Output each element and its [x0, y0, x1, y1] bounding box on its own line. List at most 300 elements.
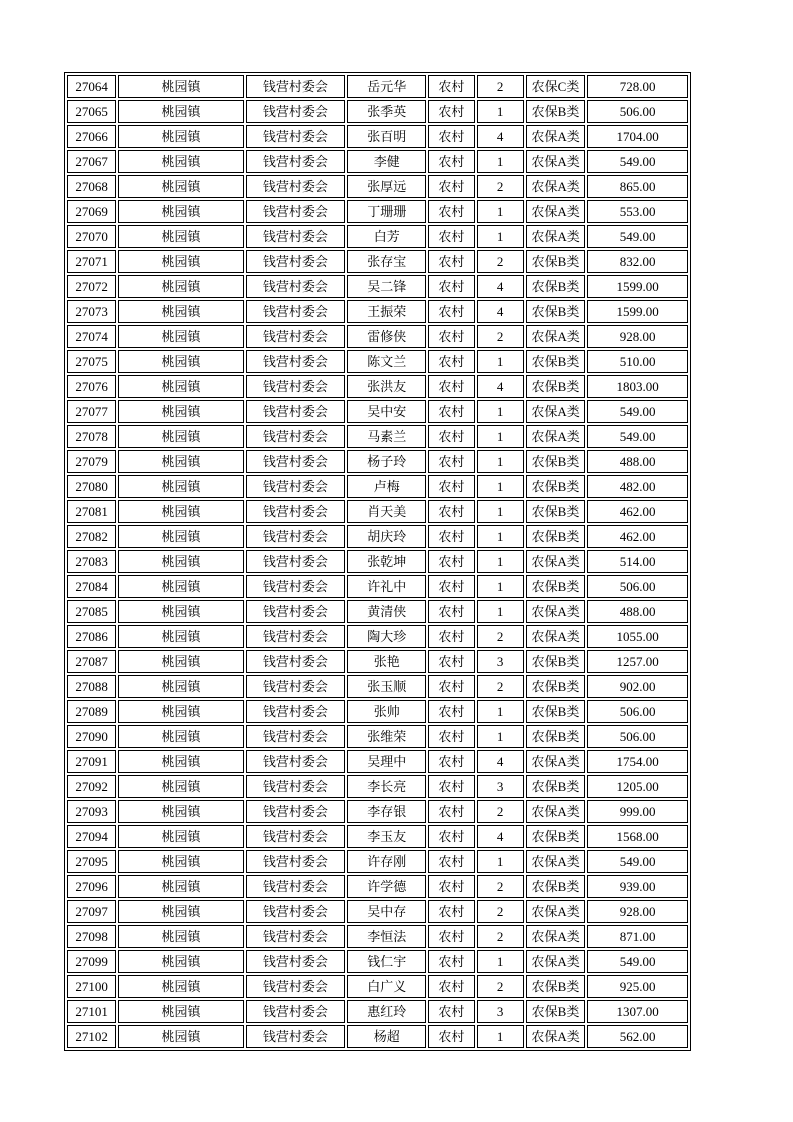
- cell-residence-type: 农村: [428, 1025, 474, 1048]
- table-row: [67, 575, 688, 598]
- cell-residence-type: 农村: [428, 675, 474, 698]
- table-row: [67, 625, 688, 648]
- cell-residence-type: 农村: [428, 250, 474, 273]
- table-row: [67, 700, 688, 723]
- cell-insurance-category: 农保B类: [526, 825, 586, 848]
- cell-record-id: 27064: [67, 75, 116, 98]
- table-row: [67, 475, 688, 498]
- cell-person-name: 李玉友: [347, 825, 426, 848]
- cell-town: 桃园镇: [118, 225, 243, 248]
- cell-record-id: 27080: [67, 475, 116, 498]
- cell-person-name: 李存银: [347, 800, 426, 823]
- table-row: [67, 100, 688, 123]
- cell-amount: 506.00: [587, 725, 688, 748]
- cell-amount: 928.00: [587, 900, 688, 923]
- cell-town: 桃园镇: [118, 400, 243, 423]
- table-body: [67, 75, 688, 1048]
- cell-record-id: 27078: [67, 425, 116, 448]
- cell-town: 桃园镇: [118, 500, 243, 523]
- cell-residence-type: 农村: [428, 125, 474, 148]
- cell-person-name: 张厚远: [347, 175, 426, 198]
- cell-record-id: 27094: [67, 825, 116, 848]
- table-row: [67, 250, 688, 273]
- cell-person-name: 杨子玲: [347, 450, 426, 473]
- cell-person-name: 肖天美: [347, 500, 426, 523]
- cell-town: 桃园镇: [118, 375, 243, 398]
- cell-amount: 1803.00: [587, 375, 688, 398]
- cell-person-count: 3: [477, 650, 524, 673]
- cell-town: 桃园镇: [118, 650, 243, 673]
- cell-residence-type: 农村: [428, 175, 474, 198]
- cell-village-committee: 钱营村委会: [246, 575, 346, 598]
- cell-residence-type: 农村: [428, 600, 474, 623]
- cell-village-committee: 钱营村委会: [246, 425, 346, 448]
- cell-village-committee: 钱营村委会: [246, 675, 346, 698]
- table-row: [67, 950, 688, 973]
- cell-amount: 999.00: [587, 800, 688, 823]
- table-row: [67, 750, 688, 773]
- cell-town: 桃园镇: [118, 625, 243, 648]
- table-row: [67, 600, 688, 623]
- cell-insurance-category: 农保B类: [526, 650, 586, 673]
- cell-person-name: 张维荣: [347, 725, 426, 748]
- cell-insurance-category: 农保B类: [526, 675, 586, 698]
- cell-record-id: 27086: [67, 625, 116, 648]
- table-row: [67, 450, 688, 473]
- cell-town: 桃园镇: [118, 450, 243, 473]
- cell-town: 桃园镇: [118, 725, 243, 748]
- cell-town: 桃园镇: [118, 350, 243, 373]
- cell-village-committee: 钱营村委会: [246, 725, 346, 748]
- cell-village-committee: 钱营村委会: [246, 375, 346, 398]
- cell-town: 桃园镇: [118, 675, 243, 698]
- cell-person-count: 2: [477, 975, 524, 998]
- cell-person-name: 张乾坤: [347, 550, 426, 573]
- cell-record-id: 27066: [67, 125, 116, 148]
- table-row: [67, 400, 688, 423]
- cell-village-committee: 钱营村委会: [246, 350, 346, 373]
- cell-person-name: 卢梅: [347, 475, 426, 498]
- cell-village-committee: 钱营村委会: [246, 600, 346, 623]
- cell-insurance-category: 农保A类: [526, 600, 586, 623]
- cell-amount: 939.00: [587, 875, 688, 898]
- cell-residence-type: 农村: [428, 925, 474, 948]
- cell-residence-type: 农村: [428, 500, 474, 523]
- table-row: [67, 925, 688, 948]
- cell-town: 桃园镇: [118, 850, 243, 873]
- cell-insurance-category: 农保A类: [526, 225, 586, 248]
- table-row: [67, 725, 688, 748]
- cell-insurance-category: 农保B类: [526, 1000, 586, 1023]
- cell-amount: 728.00: [587, 75, 688, 98]
- cell-town: 桃园镇: [118, 525, 243, 548]
- cell-record-id: 27071: [67, 250, 116, 273]
- cell-insurance-category: 农保B类: [526, 300, 586, 323]
- cell-person-count: 2: [477, 900, 524, 923]
- cell-amount: 549.00: [587, 425, 688, 448]
- cell-town: 桃园镇: [118, 750, 243, 773]
- cell-record-id: 27070: [67, 225, 116, 248]
- cell-record-id: 27081: [67, 500, 116, 523]
- cell-record-id: 27090: [67, 725, 116, 748]
- cell-record-id: 27102: [67, 1025, 116, 1048]
- cell-town: 桃园镇: [118, 700, 243, 723]
- cell-person-name: 张艳: [347, 650, 426, 673]
- cell-village-committee: 钱营村委会: [246, 450, 346, 473]
- cell-person-name: 李长亮: [347, 775, 426, 798]
- cell-record-id: 27092: [67, 775, 116, 798]
- cell-village-committee: 钱营村委会: [246, 275, 346, 298]
- cell-amount: 549.00: [587, 150, 688, 173]
- cell-record-id: 27079: [67, 450, 116, 473]
- cell-amount: 488.00: [587, 600, 688, 623]
- cell-insurance-category: 农保B类: [526, 275, 586, 298]
- cell-record-id: 27095: [67, 850, 116, 873]
- table-row: [67, 850, 688, 873]
- table-row: [67, 200, 688, 223]
- cell-residence-type: 农村: [428, 625, 474, 648]
- cell-residence-type: 农村: [428, 525, 474, 548]
- cell-person-count: 1: [477, 200, 524, 223]
- table-row: [67, 525, 688, 548]
- cell-village-committee: 钱营村委会: [246, 825, 346, 848]
- cell-person-name: 张存宝: [347, 250, 426, 273]
- cell-village-committee: 钱营村委会: [246, 1025, 346, 1048]
- cell-insurance-category: 农保B类: [526, 875, 586, 898]
- cell-insurance-category: 农保B类: [526, 350, 586, 373]
- cell-residence-type: 农村: [428, 100, 474, 123]
- cell-insurance-category: 农保A类: [526, 550, 586, 573]
- table-row: [67, 425, 688, 448]
- cell-amount: 462.00: [587, 525, 688, 548]
- cell-amount: 482.00: [587, 475, 688, 498]
- table-row: [67, 775, 688, 798]
- cell-insurance-category: 农保B类: [526, 575, 586, 598]
- cell-residence-type: 农村: [428, 275, 474, 298]
- cell-amount: 902.00: [587, 675, 688, 698]
- cell-town: 桃园镇: [118, 275, 243, 298]
- cell-person-count: 1: [477, 475, 524, 498]
- table-row: [67, 150, 688, 173]
- cell-person-count: 1: [477, 700, 524, 723]
- cell-insurance-category: 农保B类: [526, 775, 586, 798]
- cell-person-name: 吴二锋: [347, 275, 426, 298]
- cell-person-name: 陶大珍: [347, 625, 426, 648]
- cell-amount: 1055.00: [587, 625, 688, 648]
- cell-record-id: 27084: [67, 575, 116, 598]
- cell-town: 桃园镇: [118, 875, 243, 898]
- cell-person-count: 1: [477, 600, 524, 623]
- cell-person-count: 2: [477, 675, 524, 698]
- cell-town: 桃园镇: [118, 175, 243, 198]
- cell-amount: 462.00: [587, 500, 688, 523]
- cell-record-id: 27076: [67, 375, 116, 398]
- cell-person-count: 3: [477, 775, 524, 798]
- cell-record-id: 27099: [67, 950, 116, 973]
- cell-person-count: 4: [477, 125, 524, 148]
- cell-amount: 488.00: [587, 450, 688, 473]
- cell-residence-type: 农村: [428, 425, 474, 448]
- cell-amount: 510.00: [587, 350, 688, 373]
- cell-village-committee: 钱营村委会: [246, 625, 346, 648]
- cell-town: 桃园镇: [118, 300, 243, 323]
- cell-town: 桃园镇: [118, 1025, 243, 1048]
- cell-village-committee: 钱营村委会: [246, 950, 346, 973]
- table-row: [67, 125, 688, 148]
- cell-person-count: 1: [477, 100, 524, 123]
- cell-village-committee: 钱营村委会: [246, 250, 346, 273]
- cell-insurance-category: 农保A类: [526, 750, 586, 773]
- cell-record-id: 27089: [67, 700, 116, 723]
- table-row: [67, 350, 688, 373]
- table-row: [67, 550, 688, 573]
- cell-village-committee: 钱营村委会: [246, 700, 346, 723]
- cell-residence-type: 农村: [428, 725, 474, 748]
- cell-amount: 928.00: [587, 325, 688, 348]
- cell-record-id: 27077: [67, 400, 116, 423]
- table-row: [67, 1000, 688, 1023]
- table-row: [67, 75, 688, 98]
- cell-amount: 1754.00: [587, 750, 688, 773]
- cell-amount: 925.00: [587, 975, 688, 998]
- cell-record-id: 27074: [67, 325, 116, 348]
- cell-record-id: 27087: [67, 650, 116, 673]
- cell-person-count: 2: [477, 175, 524, 198]
- cell-person-count: 1: [477, 225, 524, 248]
- cell-village-committee: 钱营村委会: [246, 325, 346, 348]
- cell-village-committee: 钱营村委会: [246, 550, 346, 573]
- cell-residence-type: 农村: [428, 800, 474, 823]
- cell-village-committee: 钱营村委会: [246, 1000, 346, 1023]
- cell-person-count: 1: [477, 150, 524, 173]
- cell-town: 桃园镇: [118, 425, 243, 448]
- cell-person-count: 1: [477, 500, 524, 523]
- table-row: [67, 275, 688, 298]
- cell-amount: 1599.00: [587, 300, 688, 323]
- cell-person-name: 王振荣: [347, 300, 426, 323]
- cell-record-id: 27075: [67, 350, 116, 373]
- cell-person-count: 2: [477, 625, 524, 648]
- cell-insurance-category: 农保A类: [526, 425, 586, 448]
- cell-town: 桃园镇: [118, 600, 243, 623]
- table-row: [67, 1025, 688, 1048]
- cell-town: 桃园镇: [118, 825, 243, 848]
- cell-town: 桃园镇: [118, 975, 243, 998]
- cell-village-committee: 钱营村委会: [246, 475, 346, 498]
- cell-town: 桃园镇: [118, 925, 243, 948]
- cell-person-count: 1: [477, 425, 524, 448]
- table-row: [67, 300, 688, 323]
- table-row: [67, 650, 688, 673]
- cell-record-id: 27068: [67, 175, 116, 198]
- cell-residence-type: 农村: [428, 150, 474, 173]
- cell-village-committee: 钱营村委会: [246, 150, 346, 173]
- cell-record-id: 27093: [67, 800, 116, 823]
- cell-town: 桃园镇: [118, 100, 243, 123]
- cell-residence-type: 农村: [428, 700, 474, 723]
- table-row: [67, 175, 688, 198]
- cell-person-count: 2: [477, 800, 524, 823]
- cell-person-count: 1: [477, 550, 524, 573]
- cell-insurance-category: 农保C类: [526, 75, 586, 98]
- cell-town: 桃园镇: [118, 200, 243, 223]
- cell-residence-type: 农村: [428, 875, 474, 898]
- cell-village-committee: 钱营村委会: [246, 300, 346, 323]
- cell-village-committee: 钱营村委会: [246, 125, 346, 148]
- cell-village-committee: 钱营村委会: [246, 925, 346, 948]
- cell-record-id: 27065: [67, 100, 116, 123]
- cell-village-committee: 钱营村委会: [246, 500, 346, 523]
- cell-town: 桃园镇: [118, 1000, 243, 1023]
- cell-record-id: 27073: [67, 300, 116, 323]
- cell-person-count: 1: [477, 725, 524, 748]
- cell-person-count: 1: [477, 525, 524, 548]
- cell-person-name: 钱仁宇: [347, 950, 426, 973]
- cell-person-name: 张洪友: [347, 375, 426, 398]
- cell-amount: 1205.00: [587, 775, 688, 798]
- cell-residence-type: 农村: [428, 400, 474, 423]
- table-row: [67, 900, 688, 923]
- cell-person-count: 4: [477, 300, 524, 323]
- cell-amount: 1307.00: [587, 1000, 688, 1023]
- cell-insurance-category: 农保A类: [526, 625, 586, 648]
- cell-insurance-category: 农保A类: [526, 200, 586, 223]
- cell-amount: 1704.00: [587, 125, 688, 148]
- cell-residence-type: 农村: [428, 825, 474, 848]
- cell-amount: 562.00: [587, 1025, 688, 1048]
- cell-insurance-category: 农保A类: [526, 850, 586, 873]
- table-row: [67, 825, 688, 848]
- cell-residence-type: 农村: [428, 550, 474, 573]
- cell-person-count: 2: [477, 925, 524, 948]
- cell-amount: 1568.00: [587, 825, 688, 848]
- cell-village-committee: 钱营村委会: [246, 75, 346, 98]
- cell-insurance-category: 农保A类: [526, 175, 586, 198]
- cell-insurance-category: 农保A类: [526, 925, 586, 948]
- cell-village-committee: 钱营村委会: [246, 650, 346, 673]
- cell-amount: 549.00: [587, 850, 688, 873]
- cell-village-committee: 钱营村委会: [246, 400, 346, 423]
- cell-amount: 549.00: [587, 950, 688, 973]
- cell-person-count: 4: [477, 750, 524, 773]
- table-row: [67, 225, 688, 248]
- cell-town: 桃园镇: [118, 550, 243, 573]
- cell-record-id: 27096: [67, 875, 116, 898]
- cell-amount: 506.00: [587, 575, 688, 598]
- cell-insurance-category: 农保B类: [526, 975, 586, 998]
- cell-person-count: 4: [477, 275, 524, 298]
- cell-person-name: 吴中存: [347, 900, 426, 923]
- cell-person-name: 李恒法: [347, 925, 426, 948]
- cell-residence-type: 农村: [428, 225, 474, 248]
- cell-village-committee: 钱营村委会: [246, 200, 346, 223]
- cell-person-count: 3: [477, 1000, 524, 1023]
- cell-person-name: 许存刚: [347, 850, 426, 873]
- cell-person-name: 胡庆玲: [347, 525, 426, 548]
- cell-record-id: 27067: [67, 150, 116, 173]
- cell-village-committee: 钱营村委会: [246, 750, 346, 773]
- cell-amount: 514.00: [587, 550, 688, 573]
- cell-village-committee: 钱营村委会: [246, 850, 346, 873]
- cell-amount: 1599.00: [587, 275, 688, 298]
- table-row: [67, 325, 688, 348]
- cell-person-name: 黄清侠: [347, 600, 426, 623]
- cell-record-id: 27097: [67, 900, 116, 923]
- cell-record-id: 27083: [67, 550, 116, 573]
- cell-insurance-category: 农保A类: [526, 400, 586, 423]
- cell-town: 桃园镇: [118, 775, 243, 798]
- cell-insurance-category: 农保A类: [526, 900, 586, 923]
- cell-insurance-category: 农保B类: [526, 500, 586, 523]
- cell-town: 桃园镇: [118, 575, 243, 598]
- table-row: [67, 975, 688, 998]
- cell-residence-type: 农村: [428, 1000, 474, 1023]
- cell-person-count: 1: [477, 1025, 524, 1048]
- cell-person-name: 杨超: [347, 1025, 426, 1048]
- cell-insurance-category: 农保B类: [526, 375, 586, 398]
- cell-residence-type: 农村: [428, 850, 474, 873]
- cell-person-count: 4: [477, 825, 524, 848]
- cell-person-name: 张帅: [347, 700, 426, 723]
- cell-amount: 871.00: [587, 925, 688, 948]
- cell-residence-type: 农村: [428, 450, 474, 473]
- cell-residence-type: 农村: [428, 750, 474, 773]
- cell-residence-type: 农村: [428, 200, 474, 223]
- cell-amount: 506.00: [587, 700, 688, 723]
- cell-insurance-category: 农保B类: [526, 475, 586, 498]
- cell-residence-type: 农村: [428, 950, 474, 973]
- table-row: [67, 875, 688, 898]
- cell-amount: 549.00: [587, 225, 688, 248]
- cell-person-name: 陈文兰: [347, 350, 426, 373]
- table-row: [67, 500, 688, 523]
- cell-village-committee: 钱营村委会: [246, 900, 346, 923]
- cell-residence-type: 农村: [428, 475, 474, 498]
- cell-person-name: 许学德: [347, 875, 426, 898]
- cell-person-name: 吴理中: [347, 750, 426, 773]
- cell-person-count: 1: [477, 575, 524, 598]
- table-row: [67, 675, 688, 698]
- cell-insurance-category: 农保A类: [526, 325, 586, 348]
- cell-person-name: 张百明: [347, 125, 426, 148]
- cell-person-count: 2: [477, 875, 524, 898]
- cell-person-count: 1: [477, 950, 524, 973]
- cell-person-name: 许礼中: [347, 575, 426, 598]
- cell-amount: 832.00: [587, 250, 688, 273]
- cell-town: 桃园镇: [118, 800, 243, 823]
- cell-record-id: 27091: [67, 750, 116, 773]
- cell-record-id: 27072: [67, 275, 116, 298]
- cell-town: 桃园镇: [118, 75, 243, 98]
- cell-record-id: 27100: [67, 975, 116, 998]
- cell-person-count: 1: [477, 350, 524, 373]
- cell-insurance-category: 农保A类: [526, 1025, 586, 1048]
- cell-person-name: 张玉顺: [347, 675, 426, 698]
- cell-town: 桃园镇: [118, 950, 243, 973]
- cell-person-name: 雷修侠: [347, 325, 426, 348]
- cell-amount: 865.00: [587, 175, 688, 198]
- cell-residence-type: 农村: [428, 975, 474, 998]
- cell-town: 桃园镇: [118, 250, 243, 273]
- table-row: [67, 800, 688, 823]
- cell-record-id: 27069: [67, 200, 116, 223]
- cell-insurance-category: 农保B类: [526, 450, 586, 473]
- cell-person-count: 2: [477, 250, 524, 273]
- cell-residence-type: 农村: [428, 300, 474, 323]
- cell-amount: 549.00: [587, 400, 688, 423]
- cell-insurance-category: 农保A类: [526, 950, 586, 973]
- cell-insurance-category: 农保B类: [526, 700, 586, 723]
